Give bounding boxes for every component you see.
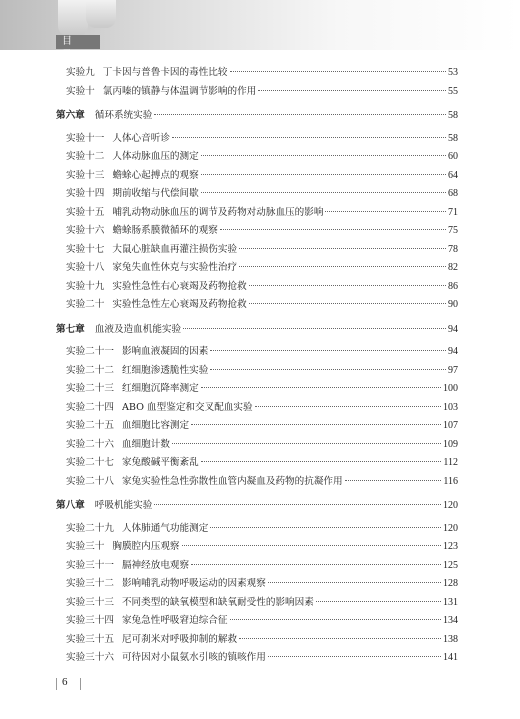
entry-page-number: 120 [443,500,458,511]
toc-entry[interactable] [66,344,458,360]
dot-leader [154,114,446,115]
experiment-number: 实验十七 [66,243,105,255]
entry-page-number: 53 [448,67,458,78]
entry-title: 可待因对小鼠氨水引咳的镇咳作用 [121,652,266,663]
experiment-number: 实验二十七 [66,457,114,468]
experiment-number: 实验三十三 [66,596,114,608]
dot-leader [201,192,446,193]
experiment-number: 实验二十一 [66,346,114,357]
experiment-number: 实验二十六 [66,438,114,450]
entry-page-number: 120 [443,522,458,534]
dot-leader [210,369,446,370]
toc-entry[interactable] [66,223,458,239]
entry-title: 膈神经放电观察 [121,559,190,571]
dot-leader [268,582,441,583]
toc-entry[interactable] [66,260,458,276]
experiment-number: 实验十二 [66,151,105,162]
entry-title: 氯丙嗪的镇静与体温调节影响的作用 [102,85,257,97]
entry-page-number: 134 [443,615,458,626]
entry-page-number: 68 [448,188,458,199]
dot-leader [201,155,446,156]
footer-divider [56,678,57,690]
entry-page-number: 141 [443,652,458,663]
entry-title: 呼吸机能实验 [94,500,153,511]
chapter-number: 第七章 [56,323,85,335]
entry-title: ABO 血型鉴定和交叉配血实验 [121,401,253,413]
entry-title: 循环系统实验 [94,110,153,121]
entry-title: 人体动脉血压的测定 [112,151,199,162]
entry-page-number: 64 [448,169,458,181]
chapter-number: 第八章 [56,500,85,511]
toc-entry[interactable] [66,84,458,100]
experiment-number: 实验二十九 [66,522,114,534]
dot-leader [239,266,446,267]
dot-leader [182,545,441,546]
toc-entry[interactable] [66,558,458,574]
entry-page-number: 125 [443,559,458,571]
dot-leader [201,387,441,388]
toc-entry[interactable] [66,65,458,81]
toc-entry[interactable] [66,632,458,648]
experiment-number: 实验三十一 [66,559,114,571]
experiment-number: 实验二十八 [66,475,114,487]
dot-leader [172,137,446,138]
entry-page-number: 58 [448,132,458,144]
toc-entry[interactable] [66,168,458,184]
entry-page-number: 116 [443,475,458,487]
entry-title: 影响血液凝固的因素 [121,346,209,357]
entry-page-number: 94 [448,346,458,357]
dot-leader [230,619,442,620]
toc-chapter-entry[interactable] [56,322,458,338]
entry-page-number: 103 [443,401,458,413]
entry-title: 哺乳动物动脉血压的调节及药物对动脉血压的影响 [112,206,324,218]
entry-page-number: 90 [448,299,458,310]
experiment-number: 实验三十五 [66,633,114,645]
entry-title: 影响哺乳动物呼吸运动的因素观察 [121,578,266,589]
toc-entry[interactable] [66,242,458,258]
dot-leader [258,90,446,91]
toc-entry[interactable] [66,474,458,490]
dot-leader [255,406,441,407]
experiment-number: 实验十九 [66,280,105,292]
toc-entry[interactable] [66,613,458,629]
entry-title: 期前收缩与代偿间歇 [112,188,199,199]
dot-leader [249,303,446,304]
entry-page-number: 100 [443,383,458,394]
experiment-number: 实验三十 [66,541,105,552]
dot-leader [201,461,442,462]
entry-page-number: 78 [448,243,458,255]
entry-title: 丁卡因与普鲁卡因的毒性比较 [102,67,228,78]
entry-title: 血细胞比容测定 [121,420,190,431]
chapter-number: 第六章 [56,110,85,121]
dot-leader [210,350,446,351]
entry-title: 尼可刹米对呼吸抑制的解救 [121,633,238,645]
experiment-number: 实验二十 [66,299,105,310]
entry-title: 蟾蜍心起搏点的观察 [112,169,199,181]
entry-title: 大鼠心脏缺血再灌注损伤实验 [112,243,238,255]
entry-title: 实验性急性右心衰竭及药物抢救 [112,280,247,292]
toc-entry[interactable] [66,455,458,471]
toc-entry[interactable] [66,595,458,611]
entry-title: 红细胞渗透脆性实验 [121,364,209,376]
experiment-number: 实验三十六 [66,652,114,663]
entry-title: 家兔急性呼吸窘迫综合征 [121,615,228,626]
experiment-number: 实验三十四 [66,615,114,626]
dot-leader [239,638,441,639]
toc-entry[interactable] [66,521,458,537]
toc-entry[interactable] [66,539,458,555]
entry-title: 家兔失血性休克与实验性治疗 [112,262,238,273]
dot-leader [191,564,441,565]
toc-entry[interactable] [66,205,458,221]
toc-heading: 目 录 [56,35,100,49]
dot-leader [154,504,441,505]
dot-leader [201,174,446,175]
experiment-number: 实验二十五 [66,420,114,431]
toc-entry[interactable] [66,650,458,666]
entry-page-number: 55 [448,85,458,97]
dot-leader [325,211,446,212]
toc-entry[interactable] [66,363,458,379]
page-number: 6 [62,676,68,688]
entry-page-number: 97 [448,364,458,376]
entry-title: 家兔酸碱平衡紊乱 [121,457,199,468]
experiment-number: 实验十一 [66,132,105,144]
dot-leader [345,480,442,481]
toc-entry[interactable] [66,279,458,295]
dot-leader [230,71,447,72]
experiment-number: 实验二十四 [66,401,114,413]
dot-leader [183,328,446,329]
toc-entry[interactable] [66,418,458,434]
entry-title: 红细胞沉降率测定 [121,383,199,394]
dot-leader [249,285,446,286]
experiment-number: 实验三十二 [66,578,114,589]
entry-page-number: 58 [448,110,458,121]
toc-entry[interactable] [66,576,458,592]
experiment-number: 实验十 [66,85,95,97]
toc-chapter-entry[interactable] [56,498,458,514]
experiment-number: 实验十四 [66,188,105,199]
header-decoration [58,0,88,36]
entry-page-number: 86 [448,280,458,292]
entry-page-number: 82 [448,262,458,273]
dot-leader [220,229,446,230]
toc-entry[interactable] [66,381,458,397]
toc-entry[interactable] [66,437,458,453]
entry-page-number: 71 [448,206,458,218]
footer-divider [80,678,81,690]
entry-page-number: 138 [443,633,458,645]
entry-title: 血细胞计数 [121,438,170,450]
experiment-number: 实验十八 [66,262,105,273]
entry-page-number: 109 [443,438,458,450]
entry-title: 人体肺通气功能测定 [121,522,209,534]
toc-entry[interactable] [66,297,458,313]
entry-page-number: 75 [448,225,458,236]
entry-title: 家兔实验性急性弥散性血管内凝血及药物的抗凝作用 [121,475,343,487]
dot-leader [191,424,441,425]
entry-title: 人体心音听诊 [112,132,170,144]
header-decoration [86,0,116,28]
dot-leader [210,527,441,528]
entry-title: 不同类型的缺氧模型和缺氧耐受性的影响因素 [121,596,314,608]
experiment-number: 实验二十三 [66,383,114,394]
entry-page-number: 128 [443,578,458,589]
dot-leader [268,656,441,657]
entry-page-number: 123 [443,541,458,552]
entry-page-number: 60 [448,151,458,162]
experiment-number: 实验二十二 [66,364,114,376]
experiment-number: 实验十六 [66,225,105,236]
entry-title: 实验性急性左心衰竭及药物抢救 [112,299,247,310]
entry-page-number: 107 [443,420,458,431]
entry-title: 胸膜腔内压观察 [112,541,180,552]
dot-leader [239,248,446,249]
entry-page-number: 131 [443,596,458,608]
entry-page-number: 94 [448,323,458,335]
experiment-number: 实验十三 [66,169,105,181]
experiment-number: 实验九 [66,67,95,78]
entry-title: 蟾蜍肠系膜微循环的观察 [112,225,218,236]
dot-leader [172,443,441,444]
toc-entry[interactable] [66,149,458,165]
toc-entry[interactable] [66,131,458,147]
header-band [0,0,520,61]
experiment-number: 实验十五 [66,206,105,218]
toc-chapter-entry[interactable] [56,108,458,124]
dot-leader [316,601,441,602]
toc-entry[interactable] [66,186,458,202]
toc-entry[interactable] [66,400,458,416]
entry-title: 血液及造血机能实验 [94,323,182,335]
entry-page-number: 112 [443,457,458,468]
